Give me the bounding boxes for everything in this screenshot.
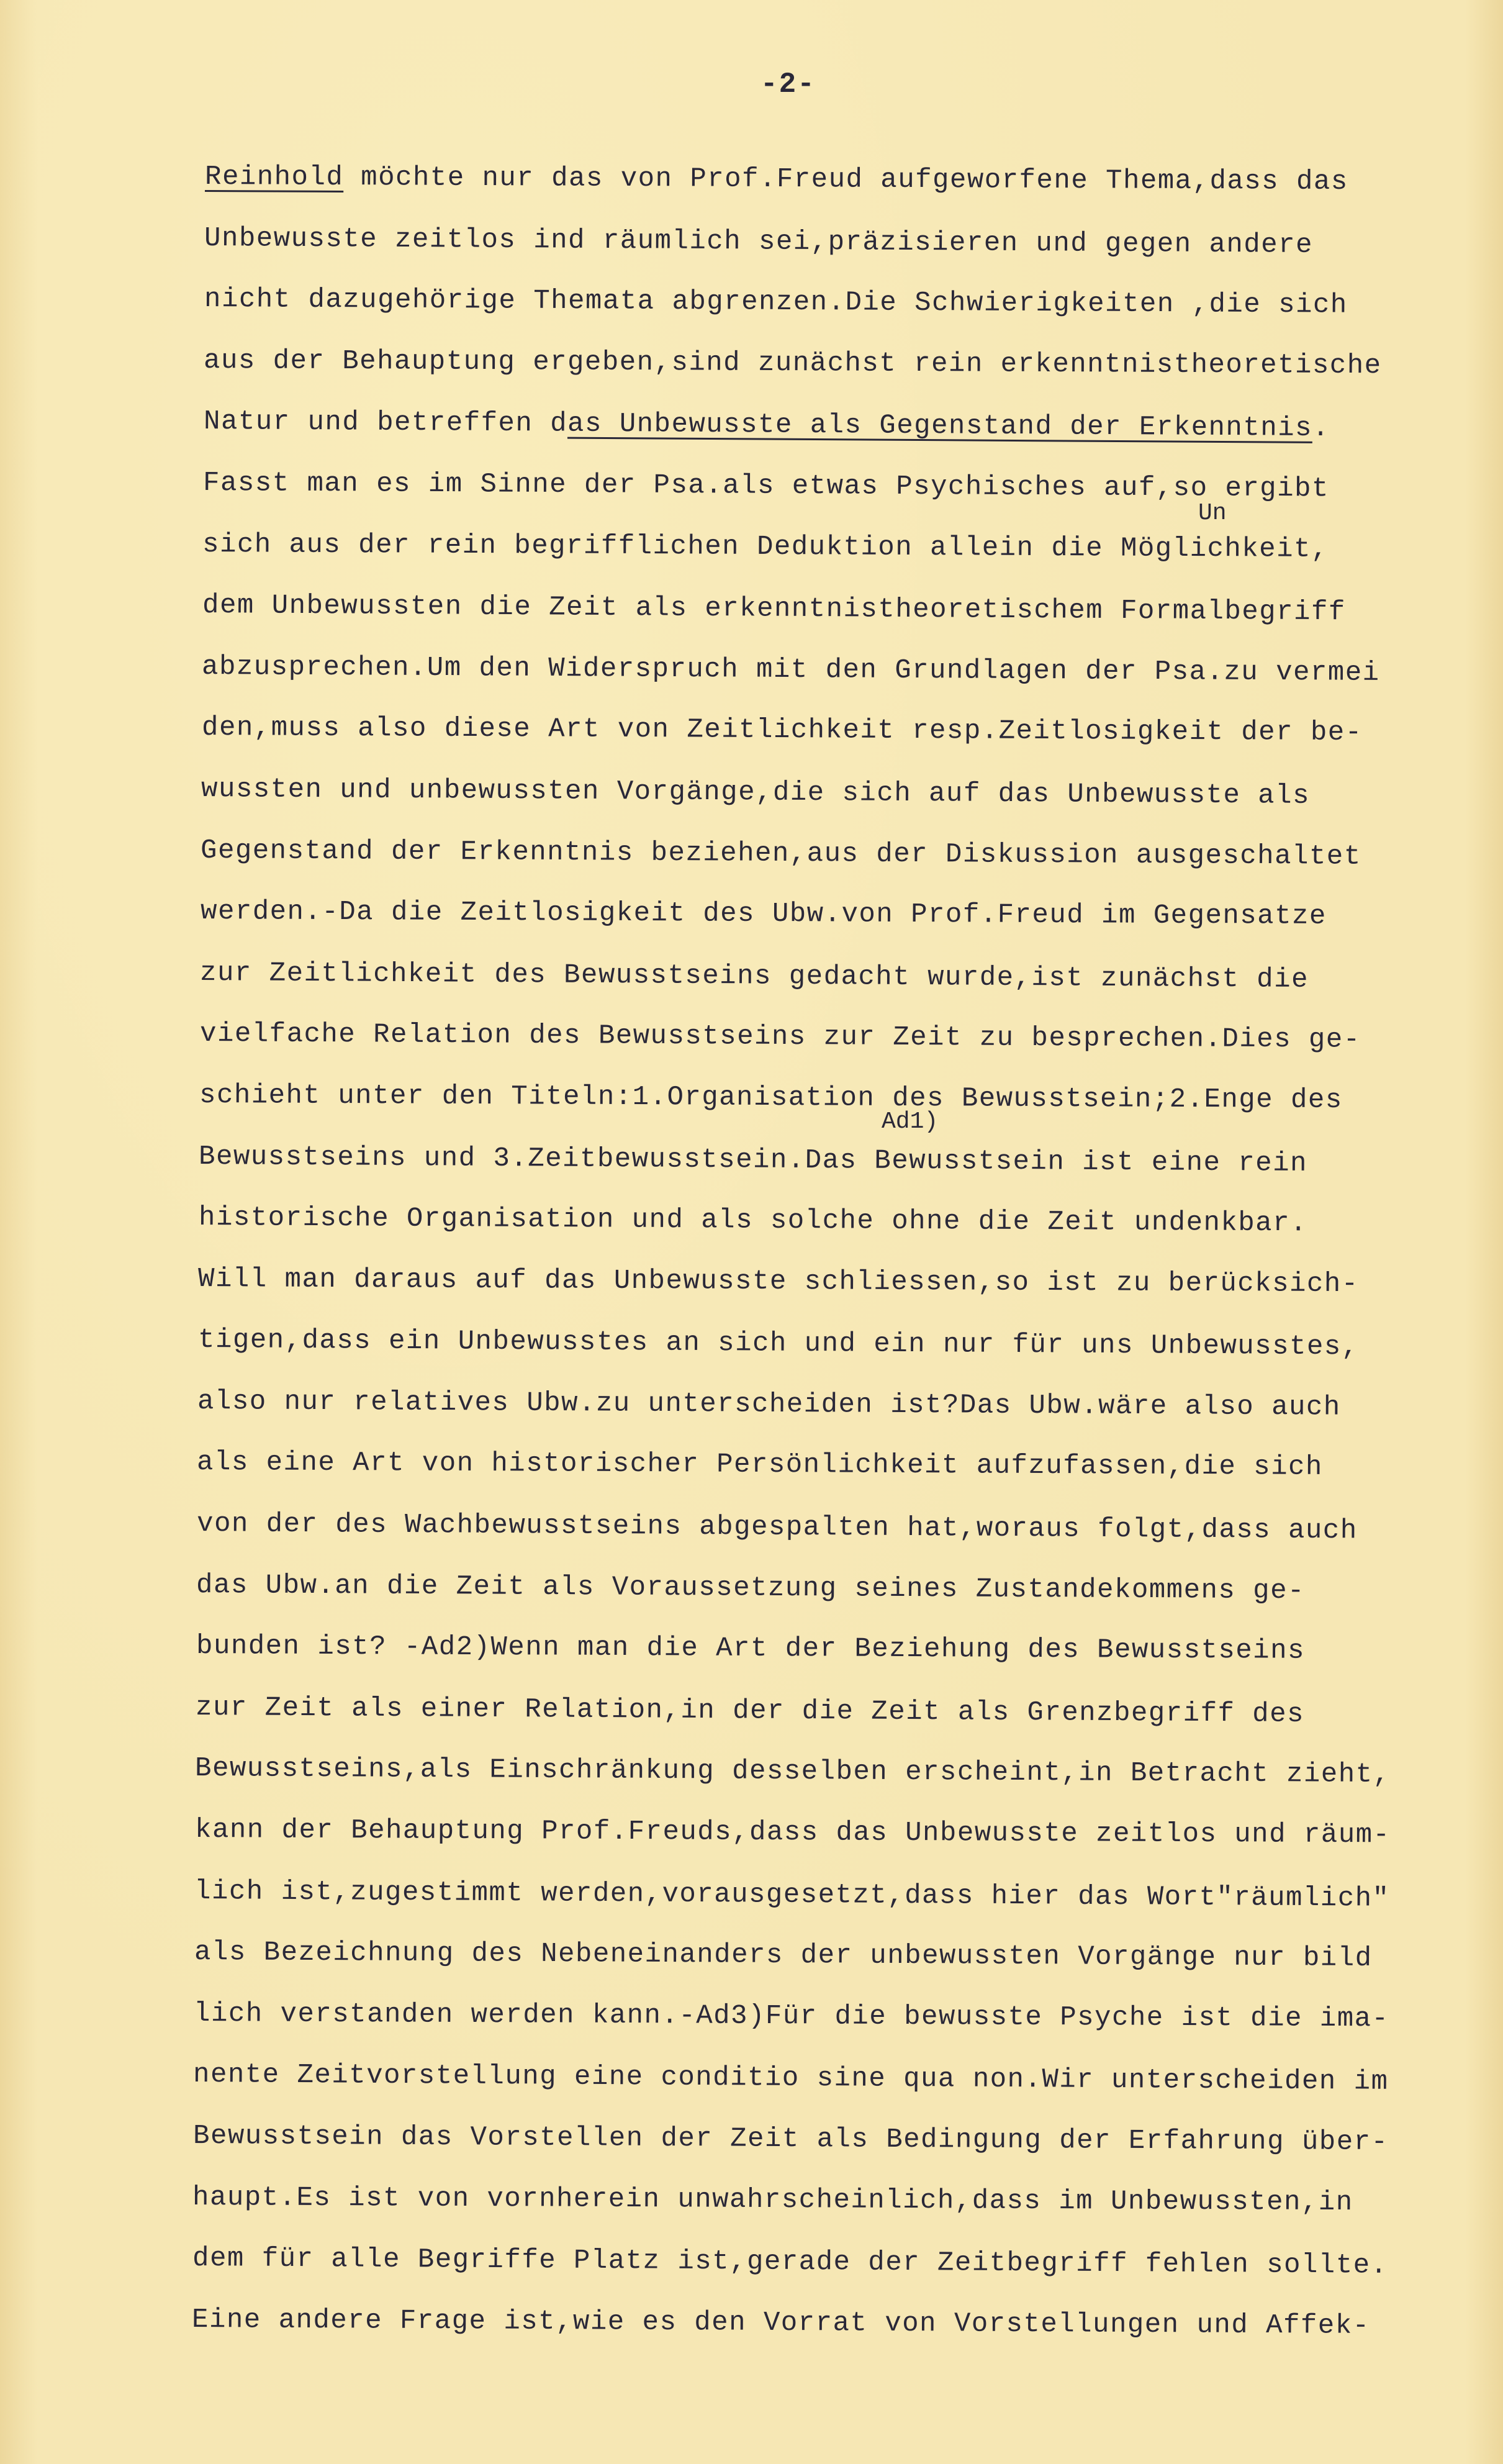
text-line [193, 2118, 1491, 2186]
text-line [200, 1015, 1497, 1084]
line-text: also nur relatives Ubw.zu unterscheiden ist?Das Ubw.wäre also auch [197, 1385, 1341, 1423]
text-line [192, 2301, 1489, 2370]
line-text: Bewusstsein das Vorstellen der Zeit als Bedingung der Erfahrung über- [192, 2121, 1389, 2158]
text-line [193, 2056, 1491, 2125]
line-text: . [1312, 413, 1330, 445]
line-text: von der des Wachbewusstseins abgespalten hat,woraus folgt,dass auch [196, 1508, 1358, 1547]
line-text: historische Organisation und als solche ohne die Zeit undenkbar. [198, 1202, 1308, 1239]
text-line [202, 648, 1499, 717]
line-text: das Ubw.an die Zeit als Voraussetzung seines Zustandekommens ge- [196, 1569, 1306, 1607]
line-text: abzusprechen.Um den Widerspruch mit den Grundlagen der Psa.zu vermei [201, 651, 1380, 689]
line-text: sich aus der rein begrifflichen Deduktion allein die Möglichkeit, [202, 528, 1329, 565]
underlined-text: Reinhold [204, 161, 344, 193]
body-text [191, 158, 1502, 2362]
text-line [199, 1077, 1497, 1144]
line-text: bunden ist? -Ad2)Wenn man die Art der Beziehung des Bewusstseins [196, 1631, 1306, 1667]
line-text: zur Zeit als einer Relation,in der die Zeit als Grenzbegriff des [195, 1692, 1305, 1730]
line-text: lich ist,zugestimmt werden,vorausgesetzt,dass hier das Wort"räumlich" [194, 1875, 1390, 1914]
text-line [201, 832, 1498, 900]
line-text: vielfache Relation des Bewusstseins zur Zeit zu besprechen.Dies ge- [199, 1018, 1361, 1056]
handwritten-insertion-ad1: Ad1) [882, 1108, 939, 1135]
line-text: den,muss also diese Art von Zeitlichkeit resp.Zeitlosigkeit der be- [201, 712, 1363, 749]
text-line [201, 893, 1498, 960]
line-text: tigen,dass ein Unbewusstes an sich und ein nur für uns Unbewusstes, [197, 1325, 1359, 1363]
line-text: Will man daraus auf das Unbewusste schliessen,so ist zu berücksich- [197, 1263, 1359, 1300]
line-text: zur Zeitlichkeit des Bewusstseins gedacht wurde,ist zunächst die [199, 957, 1309, 995]
text-line [195, 1811, 1492, 1878]
underlined-text: as Unbewusste als Gegenstand der Erkenntnis [567, 408, 1313, 445]
line-text: nicht dazugehörige Themata abgrenzen.Die Schwierigkeiten ,die sich [204, 284, 1348, 321]
line-text: Unbewusste zeitlos ind räumlich sei,präzisieren und gegen andere [204, 222, 1314, 261]
text-line [197, 1444, 1494, 1511]
line-text: Gegenstand der Erkenntnis beziehen,aus der Diskussion ausgeschaltet [200, 835, 1361, 872]
text-line [204, 281, 1502, 349]
line-text: kann der Behauptung Prof.Freuds,dass das Unbewusste zeitlos und räum- [194, 1814, 1391, 1851]
line-text: Bewusstseins und 3.Zeitbewusstsein.Das Bewusstsein ist eine rein [198, 1141, 1308, 1179]
text-line [192, 2179, 1490, 2246]
line-text: Natur und betreffen d [203, 406, 568, 440]
line-text: dem für alle Begriffe Platz ist,gerade der Zeitbegriff fehlen sollte. [192, 2243, 1388, 2281]
page-number: -2- [761, 68, 816, 101]
text-line [202, 587, 1501, 656]
text-line [194, 1873, 1492, 1942]
text-line [196, 1567, 1494, 1635]
line-text: lich verstanden werden kann.-Ad3)Für die bewusste Psyche ist die ima- [193, 1998, 1389, 2035]
line-text: aus der Behauptung ergeben,sind zunächst rein erkenntnistheoretische [203, 345, 1382, 382]
line-text: schieht unter den Titeln:1.Organisation des Bewusstsein;2.Enge des [199, 1079, 1343, 1116]
text-line [197, 1505, 1495, 1574]
text-line [197, 1383, 1495, 1451]
text-line [198, 1261, 1496, 1328]
text-line [202, 526, 1500, 593]
line-text: haupt.Es ist von vornherein unwahrscheinlich,dass im Unbewussten,in [192, 2181, 1353, 2218]
text-line [192, 2240, 1491, 2309]
line-text: möchte nur das von Prof.Freud aufgeworfene Thema,dass das [343, 161, 1348, 198]
line-text: werden.-Da die Zeitlosigkeit des Ubw.von Prof.Freud im Gegensatze [200, 896, 1327, 933]
text-line [195, 1750, 1492, 1818]
text-line [203, 464, 1501, 533]
handwritten-insertion-un: Un [1198, 500, 1227, 527]
line-text: Bewusstseins,als Einschränkung desselben erscheint,in Betracht zieht, [194, 1753, 1391, 1791]
text-line [196, 1628, 1494, 1695]
text-line [196, 1689, 1494, 1758]
line-text: Eine andere Frage ist,wie es den Vorrat von Vorstellungen und Affek- [191, 2304, 1370, 2342]
text-line [204, 403, 1502, 472]
text-line [204, 220, 1502, 289]
text-line [194, 1934, 1492, 2002]
line-text: Fasst man es im Sinne der Psa.als etwas Psychisches auf,so ergibt [202, 467, 1329, 505]
text-line [194, 1995, 1491, 2062]
line-text: dem Unbewussten die Zeit als erkenntnistheoretischem Formalbegriff [202, 590, 1346, 628]
text-line [202, 709, 1499, 776]
line-text: wussten und unbewussten Vorgänge,die sich auf das Unbewusste als [201, 773, 1311, 812]
line-text: nente Zeitvorstellung eine conditio sine qua non.Wir unterscheiden im [192, 2059, 1389, 2098]
text-line [200, 954, 1498, 1023]
text-line [204, 342, 1501, 409]
line-text: als eine Art von historischer Persönlichkeit aufzufassen,die sich [196, 1447, 1323, 1483]
text-line [201, 771, 1499, 840]
text-line [205, 158, 1502, 225]
text-line [199, 1199, 1496, 1267]
line-text: als Bezeichnung des Nebeneinanders der unbewussten Vorgänge nur bild [194, 1937, 1373, 1975]
text-line [198, 1321, 1496, 1390]
text-line [199, 1138, 1497, 1207]
